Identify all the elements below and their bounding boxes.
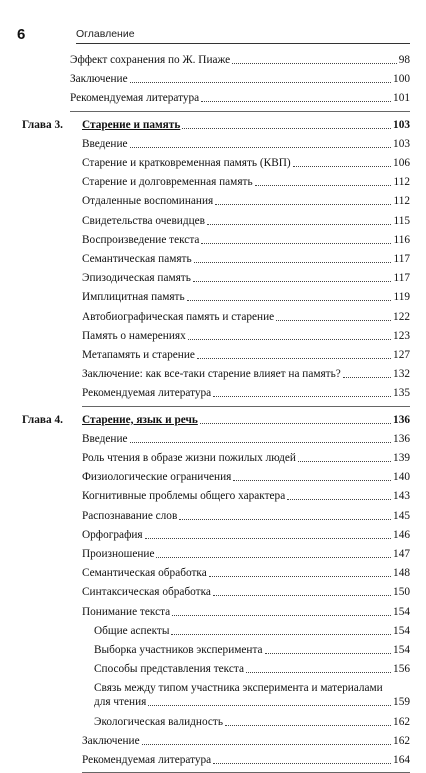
toc-entry: [82, 586, 410, 599]
chapter-title: [22, 414, 198, 427]
entry-title: Заключение: как все-таки старение влияет на память?: [82, 368, 341, 381]
entry-page: 162: [393, 715, 410, 728]
leader-dots: [293, 166, 391, 167]
toc-entry: [82, 754, 410, 767]
chapter-page: 136: [393, 413, 410, 426]
chapter-page: 103: [393, 118, 410, 131]
entry-page: 119: [393, 291, 410, 304]
entry-title: Эпизодическая память: [82, 272, 191, 285]
entry-title: Введение: [82, 432, 128, 445]
leader-dots: [145, 538, 391, 539]
leader-dots: [197, 358, 391, 359]
entry-title: Физиологические ограничения: [82, 471, 232, 484]
running-title: Оглавление: [76, 28, 135, 40]
entry-page: 115: [393, 214, 410, 227]
leader-dots: [287, 499, 391, 500]
entry-title: Распознавание слов: [82, 509, 178, 522]
leader-dots: [215, 204, 391, 205]
leader-dots: [213, 763, 391, 764]
chapter-name: Старение и память: [82, 118, 181, 131]
toc-entry: [82, 349, 410, 362]
chapter-heading: [22, 119, 410, 132]
entry-page: 100: [393, 73, 410, 86]
entry-title: Рекомендуемая литература: [70, 92, 200, 105]
leader-dots: [225, 725, 391, 726]
entry-title: Экологическая валидность: [94, 715, 223, 728]
leader-dots: [156, 557, 391, 558]
toc-entry: [82, 215, 410, 228]
toc-entry: [70, 92, 410, 105]
entry-title: Роль чтения в образе жизни пожилых людей: [82, 452, 296, 464]
entry-title: Память о намерениях: [82, 329, 186, 342]
toc-entry: [82, 433, 410, 446]
leader-dots: [172, 615, 391, 616]
entry-title: Выборка участников эксперимента: [94, 644, 263, 656]
entry-page: 122: [393, 310, 410, 323]
toc-entry: [82, 234, 410, 247]
leader-dots: [193, 281, 392, 282]
toc-entry: [82, 735, 410, 748]
chapter-name: Старение, язык и речь: [82, 413, 198, 426]
entry-page: 140: [393, 471, 410, 484]
toc-entry: [82, 291, 410, 304]
toc-entry: [82, 490, 410, 503]
toc-subentry: [94, 644, 410, 657]
toc-entry: [82, 548, 410, 561]
entry-page: 135: [393, 387, 410, 400]
entry-page: 116: [393, 233, 410, 246]
toc-entry: [82, 529, 410, 542]
toc-entry: [82, 157, 410, 170]
header-rule: [76, 43, 410, 44]
entry-title: для чтения: [94, 696, 147, 709]
entry-page: 156: [393, 663, 410, 676]
toc-entry: [82, 311, 410, 324]
entry-page: 106: [393, 157, 410, 169]
entry-title: Воспроизведение текста: [82, 233, 200, 246]
entry-page: 101: [393, 92, 410, 105]
toc-subentry: [94, 625, 410, 638]
entry-page: 143: [393, 490, 410, 503]
entry-title: Рекомендуемая литература: [82, 387, 212, 400]
entry-page: 147: [393, 548, 410, 560]
entry-page: 159: [393, 696, 410, 709]
leader-dots: [213, 396, 391, 397]
chapter-title: [22, 119, 180, 132]
leader-dots: [255, 185, 392, 186]
toc-entry: [82, 368, 410, 381]
entry-title: Старение и долговременная память: [82, 176, 253, 189]
leader-dots: [200, 423, 391, 424]
toc-entry: [82, 138, 410, 151]
toc-entry: [70, 73, 410, 86]
toc-entry: [82, 330, 410, 343]
entry-page: 154: [393, 624, 410, 637]
entry-page: 150: [393, 586, 410, 599]
entry-page: 139: [393, 452, 410, 464]
toc-entry: [82, 471, 410, 484]
entry-page: 112: [393, 195, 410, 208]
toc-entry: [82, 387, 410, 400]
entry-title: Рекомендуемая литература: [82, 754, 212, 766]
entry-page: 162: [393, 734, 410, 747]
leader-dots: [298, 461, 391, 462]
entry-page: 146: [393, 528, 410, 541]
multiline-entry-line1: Связь между типом участника эксперимента и материалами: [94, 682, 383, 695]
entry-title: Отдаленные воспоминания: [82, 195, 214, 208]
entry-title: Автобиографическая память и старение: [82, 310, 275, 323]
page-number: 6: [17, 26, 26, 43]
leader-dots: [130, 442, 392, 443]
entry-title: Имплицитная память: [82, 291, 185, 304]
entry-title: Семантическая память: [82, 253, 192, 265]
leader-dots: [188, 339, 391, 340]
entry-title: Семантическая обработка: [82, 567, 207, 580]
leader-dots: [148, 705, 391, 706]
toc-subentry: [94, 663, 410, 676]
entry-title: Введение: [82, 137, 128, 150]
leader-dots: [265, 653, 391, 654]
leader-dots: [209, 576, 391, 577]
leader-dots: [182, 128, 391, 129]
entry-title: Понимание текста: [82, 605, 171, 618]
toc-entry: [82, 195, 410, 208]
entry-title: Свидетельства очевидцев: [82, 214, 205, 227]
toc-entry: [82, 253, 410, 266]
entry-title: Метапамять и старение: [82, 349, 195, 361]
leader-dots: [213, 595, 391, 596]
toc-entry: [70, 54, 410, 67]
entry-page: 136: [393, 432, 410, 445]
leader-dots: [171, 634, 391, 635]
leader-dots: [194, 262, 392, 263]
leader-dots: [246, 672, 391, 673]
entry-page: 154: [393, 605, 410, 618]
entry-page: 132: [393, 368, 410, 381]
entry-title: Способы представления текста: [94, 663, 244, 676]
toc-entry: [82, 272, 410, 285]
entry-page: 112: [393, 176, 410, 189]
chapter-label: Глава 4.: [22, 413, 63, 426]
entry-title: Орфография: [82, 528, 143, 541]
entry-page: 164: [393, 754, 410, 766]
toc-entry: [82, 606, 410, 619]
entry-title: Эффект сохранения по Ж. Пиаже: [70, 54, 231, 66]
entry-title: Заключение: [70, 73, 128, 86]
entry-page: 117: [393, 272, 410, 285]
leader-dots: [276, 320, 391, 321]
leader-dots: [130, 147, 392, 148]
toc-entry: [82, 452, 410, 465]
toc-entry: [82, 176, 410, 189]
leader-dots: [343, 377, 391, 378]
entry-page: 127: [393, 349, 410, 361]
toc-entry: [82, 567, 410, 580]
entry-page: 103: [393, 137, 410, 150]
entry-page: 117: [393, 253, 410, 265]
entry-page: 154: [393, 644, 410, 656]
chapter-label: Глава 3.: [22, 118, 63, 131]
entry-page: 148: [393, 567, 410, 580]
leader-dots: [201, 243, 391, 244]
toc-subentry: [94, 716, 410, 729]
chapter-heading: [22, 414, 410, 427]
leader-dots: [179, 519, 391, 520]
entry-page: 145: [393, 509, 410, 522]
leader-dots: [201, 101, 391, 102]
leader-dots: [130, 82, 391, 83]
entry-title: Произношение: [82, 548, 155, 560]
entry-page: 98: [398, 54, 410, 66]
entry-title: Когнитивные проблемы общего характера: [82, 490, 286, 503]
entry-rule: [82, 406, 410, 407]
leader-dots: [232, 63, 397, 64]
leader-dots: [142, 744, 391, 745]
leader-dots: [187, 300, 392, 301]
entry-title: Общие аспекты: [94, 624, 170, 637]
toc-entry: [82, 510, 410, 523]
entry-title: Синтаксическая обработка: [82, 586, 211, 599]
leader-dots: [207, 224, 392, 225]
entry-title: Заключение: [82, 734, 140, 747]
entry-rule: [70, 111, 410, 112]
entry-page: 123: [393, 329, 410, 342]
leader-dots: [233, 480, 391, 481]
entry-title: Старение и кратковременная память (КВП): [82, 157, 291, 169]
toc-subentry: [94, 696, 410, 709]
